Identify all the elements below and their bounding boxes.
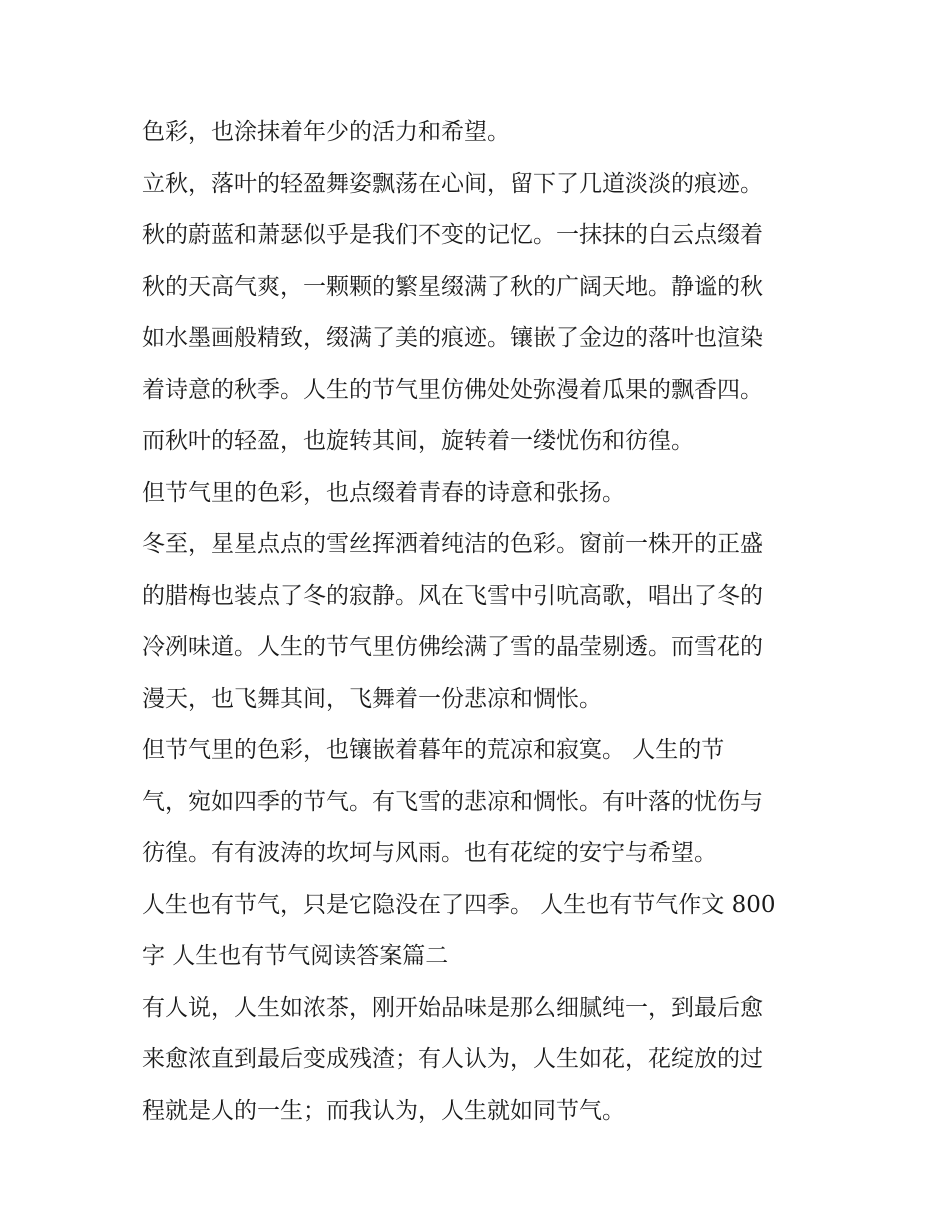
text-line: 秋的天高气爽，一颗颗的繁星缀满了秋的广阔天地。静谧的秋	[142, 273, 763, 300]
text-line: 字 人生也有节气阅读答案篇二	[142, 943, 449, 969]
text-line: 而秋叶的轻盈，也旋转其间，旋转着一缕忧伤和彷徨。	[142, 428, 694, 454]
text-line: 有人说，人生如浓茶，刚开始品味是那么细腻纯一，到最后愈	[142, 994, 763, 1021]
text-line: 但节气里的色彩，也镶嵌着暮年的荒凉和寂寞。 人生的节	[142, 737, 725, 763]
text-line: 程就是人的一生；而我认为，人生就如同节气。	[142, 1097, 625, 1124]
text-line: 彷徨。有有波涛的坎坷与风雨。也有花绽的安宁与希望。	[142, 840, 717, 866]
text-line: 气，宛如四季的节气。有飞雪的悲凉和惆怅。有叶落的忧伤与	[142, 788, 763, 815]
text-line: 色彩，也涂抹着年少的活力和希望。	[142, 119, 510, 145]
text-line: 立秋，落叶的轻盈舞姿飘荡在心间，留下了几道淡淡的痕迹。	[142, 170, 763, 197]
text-line: 人生也有节气，只是它隐没在了四季。 人生也有节气作文 800	[142, 891, 776, 918]
text-line: 的腊梅也装点了冬的寂静。风在飞雪中引吭高歌，唱出了冬的	[142, 582, 763, 609]
text-line: 漫天，也飞舞其间，飞舞着一份悲凉和惆怅。	[142, 685, 602, 712]
text-line: 冷冽味道。人生的节气里仿佛绘满了雪的晶莹剔透。而雪花的	[142, 634, 763, 660]
body-text	[142, 107, 822, 1137]
text-line: 但节气里的色彩，也点缀着青春的诗意和张扬。	[142, 479, 625, 506]
text-line: 秋的蔚蓝和萧瑟似乎是我们不变的记忆。一抹抹的白云点缀着	[142, 222, 763, 248]
text-line: 如水墨画般精致，缀满了美的痕迹。镶嵌了金边的落叶也渲染	[142, 325, 763, 351]
text-line: 来愈浓直到最后变成残渣；有人认为，人生如花，花绽放的过	[142, 1046, 763, 1072]
text-line: 着诗意的秋季。人生的节气里仿佛处处弥漫着瓜果的飘香四。	[142, 376, 763, 403]
text-line: 冬至，星星点点的雪丝挥洒着纯洁的色彩。窗前一株开的正盛	[142, 531, 763, 557]
